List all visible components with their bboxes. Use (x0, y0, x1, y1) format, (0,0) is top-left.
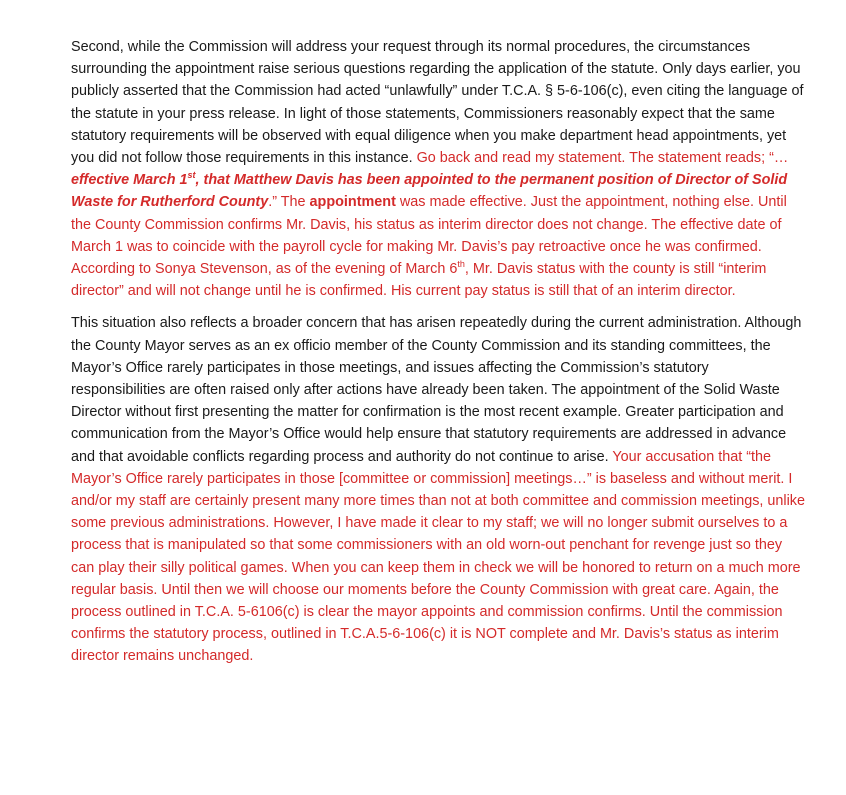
paragraph-1-response (71, 150, 788, 299)
paragraph-2 (71, 312, 807, 667)
emphasized-appointment: appointment (309, 194, 396, 211)
paragraph-2-response: Your accusation that “the Mayor’s Office rarely participates in those [committee or commission] meetings…” is baseless and without merit. I and/or my staff are certainly present many more times than not at both committee and commission meetings, unlike some previous administrations. However, I have made it clear to my staff; we will no longer submit ourselves to a process that is manipulated so that some commissioners with an old worn-out penchant for revenge just so they can play their silly political games. When you can keep them in check we will be honored to return on a much more regular basis. Until then we will choose our moments before the County Commission with great care. Again, the process outlined in T.C.A. 5-6106(c) is clear the mayor appoints and commission confirms. Until the commission confirms the statutory process, outlined in T.C.A.5-6-106(c) it is NOT complete and Mr. Davis’s status as interim director remains unchanged. (71, 448, 805, 665)
after-quote: .” The (268, 194, 310, 211)
response-body: was made effective. Just the appointment, nothing else. Until the County Commission confirms Mr. Davis, his status as interim director does not change. The effective date of March 1 was to coincide with the payroll cycle for making Mr. Davis’s pay retroactive once he was confirmed. According to Sonya Stevenson, as of the evening of March 6 (71, 194, 787, 278)
paragraph-1-text: Second, while the Commission will address your request through its normal procedures, the circumstances surrounding the appointment raise serious questions regarding the application of the statute. Only days earlier, you publicly asserted that the Commission had acted “unlawfully” under T.C.A. § 5-6-106(c), even citing the language of the statute in your press release. In light of those statements, Commissioners reasonably expect that the same statutory requirements will be observed with equal diligence when you make department head appointments, yet you did not follow those requirements in this instance. (71, 39, 804, 167)
quoted-statement-rest: , that Matthew Davis has been appointed to the permanent position of Director of Solid Waste for Rutherford County (71, 172, 788, 211)
response-end: , Mr. Davis status with the county is still “interim director” and will not change until he is confirmed. His current pay status is still that of an interim director. (71, 261, 767, 300)
quoted-statement-start: effective March 1 (71, 172, 188, 189)
paragraph-2-text: This situation also reflects a broader concern that has arisen repeatedly during the current administration. Although the County Mayor serves as an ex officio member of the County Commission and its standing committees, the Mayor’s Office rarely participates in those meetings, and issues affecting the Commission’s statutory responsibilities are often raised only after actions have already been taken. The appointment of the Solid Waste Director without first presenting the matter for confirmation is the most recent example. Greater participation and communication from the Mayor’s Office would help ensure that statutory requirements are addressed in advance and that avoidable conflicts regarding process and authority do not continue to arise. (71, 315, 802, 465)
letter-body (71, 36, 807, 668)
response-intro: Go back and read my statement. The statement reads; “… (416, 150, 789, 167)
paragraph-1 (71, 36, 807, 302)
ordinal-suffix-th: th (457, 259, 465, 270)
ordinal-suffix-st: st (187, 170, 196, 181)
